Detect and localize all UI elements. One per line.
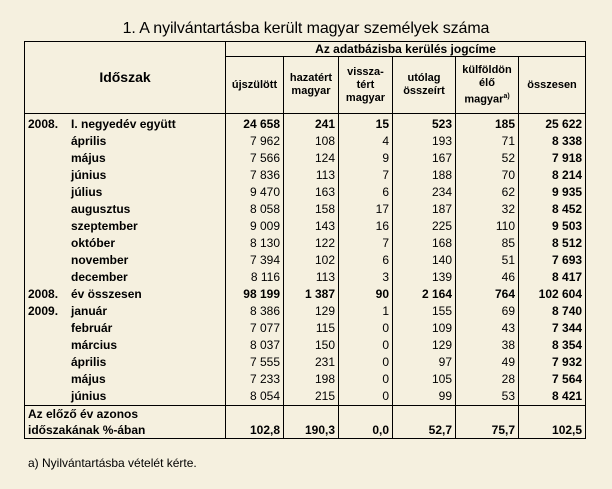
row-period: június — [71, 168, 107, 182]
column-header-line: magyar — [345, 91, 386, 104]
cell-value: 6 — [339, 252, 393, 269]
cell-value: 90 — [339, 286, 393, 303]
row-label — [25, 167, 226, 184]
cell-value: 7 693 — [519, 252, 586, 269]
cell-value: 113 — [284, 167, 339, 184]
cell-value: 158 — [284, 201, 339, 218]
cell-value: 8 386 — [226, 303, 284, 320]
period-header: Időszak — [25, 42, 226, 114]
row-label — [25, 133, 226, 150]
comparison-label — [25, 406, 226, 439]
row-period: április — [71, 134, 107, 148]
cell-value: 0 — [339, 388, 393, 406]
table-row — [25, 218, 586, 235]
cell-value: 2 164 — [393, 286, 456, 303]
column-header-line: hazatért — [289, 72, 333, 84]
cell-value: 241 — [284, 114, 339, 134]
cell-value: 99 — [393, 388, 456, 406]
column-header-line: összesen — [527, 78, 577, 91]
row-label — [25, 252, 226, 269]
column-header-line: összeírt — [403, 85, 445, 97]
cell-value: 215 — [284, 388, 339, 406]
comparison-label-line: Az előző év azonos — [28, 407, 139, 421]
cell-value: 7 233 — [226, 371, 284, 388]
column-header — [456, 57, 519, 114]
row-period: május — [71, 372, 106, 386]
cell-value: 97 — [393, 354, 456, 371]
cell-value: 8 054 — [226, 388, 284, 406]
table-row — [25, 167, 586, 184]
table-row — [25, 201, 586, 218]
cell-value: 8 058 — [226, 201, 284, 218]
cell-value: 32 — [456, 201, 519, 218]
cell-value: 7 — [339, 167, 393, 184]
cell-value: 764 — [456, 286, 519, 303]
cell-value: 7 555 — [226, 354, 284, 371]
cell-value: 24 658 — [226, 114, 284, 134]
comparison-value: 75,7 — [456, 406, 519, 439]
table-row — [25, 269, 586, 286]
row-label — [25, 150, 226, 167]
cell-value: 163 — [284, 184, 339, 201]
cell-value: 109 — [393, 320, 456, 337]
row-period: július — [71, 185, 103, 199]
cell-value: 71 — [456, 133, 519, 150]
column-header-line: újszülött — [231, 78, 278, 91]
cell-value: 8 116 — [226, 269, 284, 286]
cell-value: 46 — [456, 269, 519, 286]
cell-value: 9 935 — [519, 184, 586, 201]
column-header — [284, 57, 339, 114]
table-row — [25, 320, 586, 337]
cell-value: 115 — [284, 320, 339, 337]
row-label — [25, 218, 226, 235]
cell-value: 8 354 — [519, 337, 586, 354]
footnote: a) Nyilvántartásba vételét kérte. — [28, 456, 197, 470]
cell-value: 7 566 — [226, 150, 284, 167]
cell-value: 187 — [393, 201, 456, 218]
row-label — [25, 235, 226, 252]
column-header-line: magyar — [291, 85, 331, 97]
cell-value: 8 037 — [226, 337, 284, 354]
table-row — [25, 235, 586, 252]
row-label — [25, 114, 226, 134]
cell-value: 7 344 — [519, 320, 586, 337]
table-row — [25, 184, 586, 201]
row-year: 2008. — [28, 287, 59, 301]
cell-value: 7 932 — [519, 354, 586, 371]
cell-value: 150 — [284, 337, 339, 354]
comparison-value: 190,3 — [284, 406, 339, 439]
cell-value: 113 — [284, 269, 339, 286]
cell-value: 8 452 — [519, 201, 586, 218]
column-header-line: magyar — [464, 93, 504, 106]
cell-value: 7 836 — [226, 167, 284, 184]
cell-value: 7 564 — [519, 371, 586, 388]
row-label — [25, 388, 226, 406]
row-label — [25, 286, 226, 303]
cell-value: 8 130 — [226, 235, 284, 252]
cell-value: 70 — [456, 167, 519, 184]
cell-value: 43 — [456, 320, 519, 337]
cell-value: 52 — [456, 150, 519, 167]
cell-value: 62 — [456, 184, 519, 201]
column-header-line: vissza- — [347, 65, 384, 78]
cell-value: 4 — [339, 133, 393, 150]
table-row — [25, 286, 586, 303]
column-header-line: tért — [356, 78, 375, 91]
cell-value: 124 — [284, 150, 339, 167]
column-header-line: utólag — [407, 72, 441, 84]
cell-value: 122 — [284, 235, 339, 252]
cell-value: 8 214 — [519, 167, 586, 184]
row-period: október — [71, 236, 116, 250]
row-label — [25, 269, 226, 286]
table-row — [25, 133, 586, 150]
cell-value: 0 — [339, 371, 393, 388]
cell-value: 129 — [393, 337, 456, 354]
cell-value: 7 394 — [226, 252, 284, 269]
comparison-value: 0,0 — [339, 406, 393, 439]
column-header-line: külföldön — [462, 63, 512, 76]
cell-value: 193 — [393, 133, 456, 150]
cell-value: 16 — [339, 218, 393, 235]
table-row — [25, 114, 586, 134]
table-row — [25, 388, 586, 406]
row-period: december — [71, 270, 128, 284]
cell-value: 9 — [339, 150, 393, 167]
cell-value: 225 — [393, 218, 456, 235]
footnote-marker: a) — [503, 92, 510, 100]
cell-value: 8 740 — [519, 303, 586, 320]
cell-value: 140 — [393, 252, 456, 269]
cell-value: 110 — [456, 218, 519, 235]
row-label — [25, 371, 226, 388]
cell-value: 155 — [393, 303, 456, 320]
cell-value: 7 — [339, 235, 393, 252]
row-period: szeptember — [71, 219, 138, 233]
cell-value: 7 918 — [519, 150, 586, 167]
cell-value: 28 — [456, 371, 519, 388]
row-period: május — [71, 151, 106, 165]
cell-value: 0 — [339, 354, 393, 371]
cell-value: 9 503 — [519, 218, 586, 235]
column-header — [519, 57, 586, 114]
cell-value: 3 — [339, 269, 393, 286]
column-header — [226, 57, 284, 114]
cell-value: 185 — [456, 114, 519, 134]
table-row — [25, 371, 586, 388]
row-period: január — [71, 304, 108, 318]
cell-value: 8 512 — [519, 235, 586, 252]
row-period: november — [71, 253, 129, 267]
row-label — [25, 201, 226, 218]
data-table — [24, 41, 586, 439]
row-period: február — [71, 321, 113, 335]
cell-value: 102 — [284, 252, 339, 269]
cell-value: 6 — [339, 184, 393, 201]
cell-value: 523 — [393, 114, 456, 134]
cell-value: 38 — [456, 337, 519, 354]
row-period: április — [71, 355, 107, 369]
cell-value: 7 077 — [226, 320, 284, 337]
cell-value: 49 — [456, 354, 519, 371]
table-row — [25, 303, 586, 320]
row-period: június — [71, 389, 107, 403]
column-header-line: élő — [479, 76, 495, 89]
comparison-row — [25, 406, 586, 439]
cell-value: 1 — [339, 303, 393, 320]
cell-value: 167 — [393, 150, 456, 167]
cell-value: 69 — [456, 303, 519, 320]
column-header — [339, 57, 393, 114]
table-row — [25, 252, 586, 269]
cell-value: 0 — [339, 337, 393, 354]
cell-value: 51 — [456, 252, 519, 269]
cell-value: 15 — [339, 114, 393, 134]
cell-value: 98 199 — [226, 286, 284, 303]
row-label — [25, 184, 226, 201]
column-header — [393, 57, 456, 114]
comparison-label-line: időszakának %-ában — [28, 423, 146, 437]
cell-value: 188 — [393, 167, 456, 184]
cell-value: 139 — [393, 269, 456, 286]
cell-value: 198 — [284, 371, 339, 388]
cell-value: 53 — [456, 388, 519, 406]
cell-value: 7 962 — [226, 133, 284, 150]
cell-value: 1 387 — [284, 286, 339, 303]
cell-value: 102 604 — [519, 286, 586, 303]
cell-value: 143 — [284, 218, 339, 235]
cell-value: 108 — [284, 133, 339, 150]
table-title: 1. A nyilvántartásba került magyar személyek száma — [122, 20, 490, 37]
row-label — [25, 337, 226, 354]
row-period: augusztus — [71, 202, 131, 216]
cell-value: 105 — [393, 371, 456, 388]
row-label — [25, 354, 226, 371]
comparison-value: 102,8 — [226, 406, 284, 439]
table-row — [25, 337, 586, 354]
row-period: év összesen — [71, 287, 142, 301]
cell-value: 231 — [284, 354, 339, 371]
row-period: I. negyedév együtt — [71, 117, 176, 131]
cell-value: 9 470 — [226, 184, 284, 201]
row-label — [25, 320, 226, 337]
row-label — [25, 303, 226, 320]
cell-value: 129 — [284, 303, 339, 320]
cell-value: 168 — [393, 235, 456, 252]
cell-value: 85 — [456, 235, 519, 252]
cell-value: 0 — [339, 320, 393, 337]
row-period: március — [71, 338, 118, 352]
comparison-value: 102,5 — [519, 406, 586, 439]
row-year: 2009. — [28, 304, 59, 318]
cell-value: 25 622 — [519, 114, 586, 134]
cell-value: 9 009 — [226, 218, 284, 235]
comparison-value: 52,7 — [393, 406, 456, 439]
table-row — [25, 354, 586, 371]
group-header: Az adatbázisba kerülés jogcíme — [226, 42, 586, 57]
row-year: 2008. — [28, 117, 59, 131]
cell-value: 8 417 — [519, 269, 586, 286]
cell-value: 17 — [339, 201, 393, 218]
cell-value: 8 421 — [519, 388, 586, 406]
cell-value: 234 — [393, 184, 456, 201]
cell-value: 8 338 — [519, 133, 586, 150]
table-row — [25, 150, 586, 167]
